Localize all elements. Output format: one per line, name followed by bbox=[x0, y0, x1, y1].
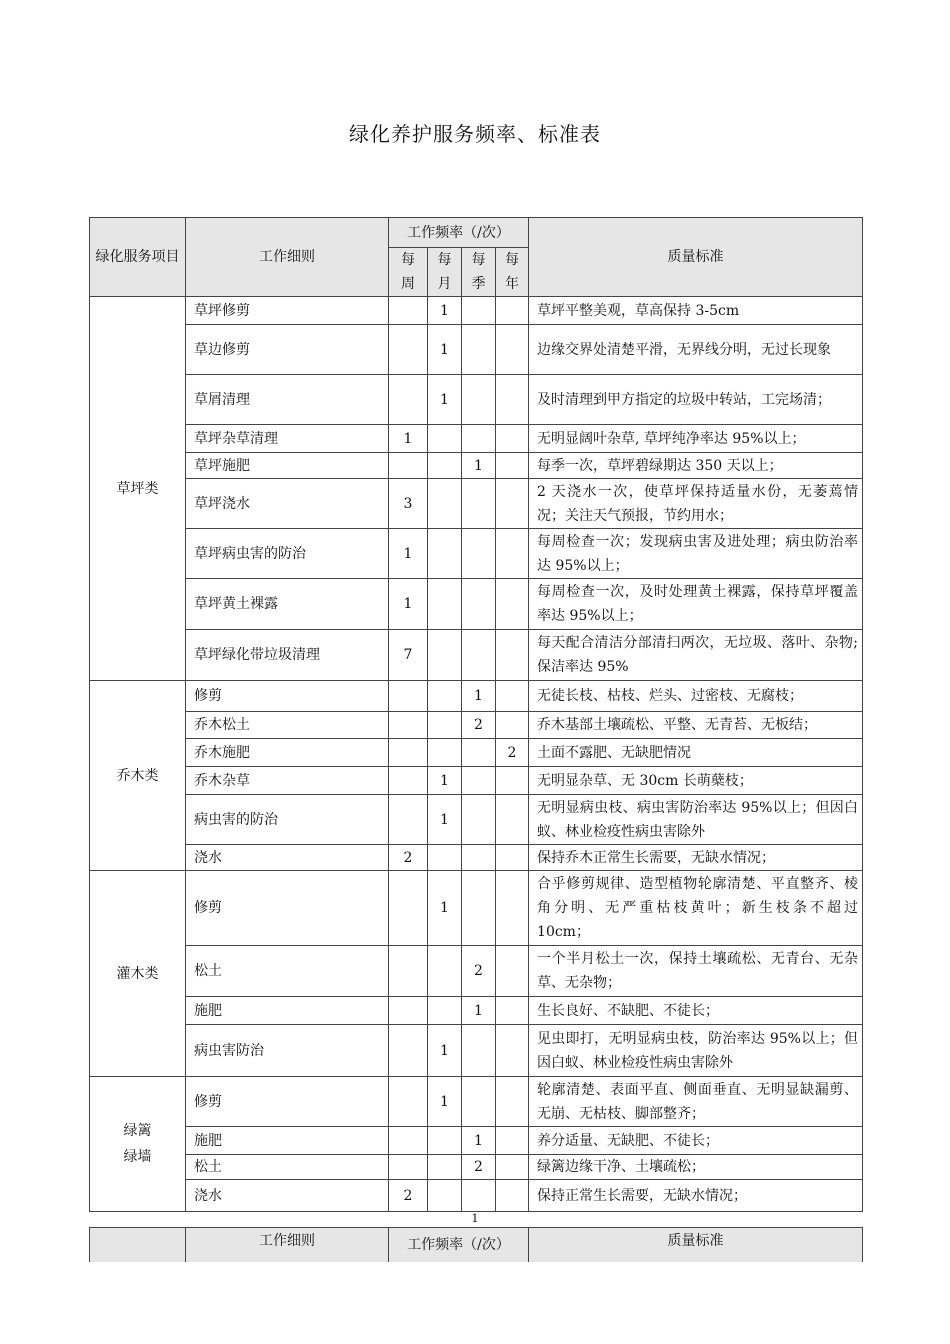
frequency-monthly-cell bbox=[428, 1155, 462, 1180]
frequency-monthly-cell bbox=[428, 453, 462, 479]
quality-standard-cell: 一个半月松土一次，保持土壤疏松、无青台、无杂草、无杂物； bbox=[529, 946, 863, 997]
work-detail-cell: 病虫害的防治 bbox=[186, 795, 389, 845]
frequency-yearly-cell bbox=[496, 1155, 529, 1180]
frequency-quarterly-cell bbox=[462, 579, 496, 630]
table-row bbox=[90, 946, 863, 997]
frequency-yearly-cell bbox=[496, 681, 529, 712]
quality-standard-cell: 每周检查一次，及时处理黄土裸露，保持草坪覆盖率达 95%以上； bbox=[529, 579, 863, 630]
table-row bbox=[90, 795, 863, 845]
frequency-yearly-cell bbox=[496, 1077, 529, 1127]
quality-standard-cell: 2 天浇水一次，使草坪保持适量水份，无萎蔫情况；关注天气预报，节约用水； bbox=[529, 479, 863, 529]
table-row bbox=[90, 630, 863, 681]
page-number: 1 bbox=[471, 1212, 479, 1225]
table-body bbox=[90, 297, 863, 1212]
frequency-quarterly-cell bbox=[462, 297, 496, 325]
frequency-monthly-cell bbox=[428, 997, 462, 1025]
frequency-weekly-cell bbox=[389, 795, 428, 845]
frequency-weekly-cell bbox=[389, 1077, 428, 1127]
header-frequency: 工作频率（/次） bbox=[389, 218, 529, 248]
frequency-yearly-cell bbox=[496, 1180, 529, 1212]
frequency-monthly-cell: 1 bbox=[428, 767, 462, 795]
work-detail-cell: 草坪病虫害的防治 bbox=[186, 529, 389, 579]
work-detail-cell: 浇水 bbox=[186, 845, 389, 871]
frequency-yearly-cell bbox=[496, 325, 529, 375]
frequency-quarterly-cell bbox=[462, 767, 496, 795]
quality-standard-cell: 轮廓清楚、表面平直、侧面垂直、无明显缺漏剪、无崩、无枯枝、脚部整齐； bbox=[529, 1077, 863, 1127]
frequency-quarterly-cell: 2 bbox=[462, 712, 496, 739]
frequency-weekly-cell: 1 bbox=[389, 529, 428, 579]
frequency-monthly-cell: 1 bbox=[428, 871, 462, 946]
frequency-quarterly-cell: 1 bbox=[462, 1127, 496, 1155]
quality-standard-cell: 无明显杂草、无 30cm 长萌蘖枝； bbox=[529, 767, 863, 795]
frequency-yearly-cell bbox=[496, 795, 529, 845]
frequency-monthly-cell bbox=[428, 1127, 462, 1155]
frequency-weekly-cell: 1 bbox=[389, 579, 428, 630]
frequency-quarterly-cell: 2 bbox=[462, 1155, 496, 1180]
frequency-quarterly-cell bbox=[462, 795, 496, 845]
table-row bbox=[90, 1127, 863, 1155]
work-detail-cell: 乔木松土 bbox=[186, 712, 389, 739]
frequency-yearly-cell: 2 bbox=[496, 739, 529, 767]
table-row bbox=[90, 453, 863, 479]
frequency-weekly-cell bbox=[389, 1025, 428, 1077]
work-detail-cell: 修剪 bbox=[186, 871, 389, 946]
work-detail-cell: 修剪 bbox=[186, 681, 389, 712]
frequency-weekly-cell bbox=[389, 681, 428, 712]
quality-standard-cell: 乔木基部土壤疏松、平整、无青苔、无板结； bbox=[529, 712, 863, 739]
frequency-monthly-cell: 1 bbox=[428, 1025, 462, 1077]
work-detail-cell: 乔木杂草 bbox=[186, 767, 389, 795]
frequency-quarterly-cell bbox=[462, 325, 496, 375]
frequency-weekly-cell: 3 bbox=[389, 479, 428, 529]
quality-standard-cell: 养分适量、无缺肥、不徒长； bbox=[529, 1127, 863, 1155]
table-row bbox=[90, 479, 863, 529]
group-name: 灌木类 bbox=[90, 871, 186, 1077]
quality-standard-cell: 见虫即打，无明显病虫枝，防治率达 95%以上；但因白蚁、林业检疫性病虫害除外 bbox=[529, 1025, 863, 1077]
quality-standard-cell: 无徒长枝、枯枝、烂头、过密枝、无腐枝； bbox=[529, 681, 863, 712]
frequency-monthly-cell: 1 bbox=[428, 795, 462, 845]
frequency-quarterly-cell: 2 bbox=[462, 946, 496, 997]
frequency-weekly-cell: 1 bbox=[389, 425, 428, 453]
table-row bbox=[90, 739, 863, 767]
frequency-weekly-cell bbox=[389, 739, 428, 767]
header-yearly: 每年 bbox=[496, 248, 529, 297]
frequency-weekly-cell: 2 bbox=[389, 1180, 428, 1212]
frequency-yearly-cell bbox=[496, 712, 529, 739]
frequency-yearly-cell bbox=[496, 425, 529, 453]
frequency-weekly-cell bbox=[389, 453, 428, 479]
frequency-monthly-cell bbox=[428, 681, 462, 712]
frequency-quarterly-cell bbox=[462, 1025, 496, 1077]
frequency-weekly-cell bbox=[389, 1127, 428, 1155]
frequency-quarterly-cell bbox=[462, 739, 496, 767]
work-detail-cell: 松土 bbox=[186, 1155, 389, 1180]
frequency-quarterly-cell bbox=[462, 845, 496, 871]
frequency-weekly-cell bbox=[389, 297, 428, 325]
frequency-monthly-cell: 1 bbox=[428, 1077, 462, 1127]
next-header-frequency: 工作频率（/次） bbox=[389, 1228, 529, 1263]
frequency-quarterly-cell bbox=[462, 375, 496, 425]
frequency-quarterly-cell bbox=[462, 1077, 496, 1127]
quality-standard-cell: 土面不露肥、无缺肥情况 bbox=[529, 739, 863, 767]
table-row bbox=[90, 325, 863, 375]
frequency-quarterly-cell bbox=[462, 529, 496, 579]
frequency-yearly-cell bbox=[496, 297, 529, 325]
table-row bbox=[90, 871, 863, 946]
work-detail-cell: 松土 bbox=[186, 946, 389, 997]
frequency-weekly-cell bbox=[389, 712, 428, 739]
work-detail-cell: 草坪杂草清理 bbox=[186, 425, 389, 453]
frequency-quarterly-cell: 1 bbox=[462, 681, 496, 712]
frequency-yearly-cell bbox=[496, 479, 529, 529]
quality-standard-cell: 及时清理到甲方指定的垃圾中转站，工完场清； bbox=[529, 375, 863, 425]
table-row bbox=[90, 579, 863, 630]
frequency-weekly-cell bbox=[389, 325, 428, 375]
next-header-work-detail: 工作细则 bbox=[186, 1228, 389, 1263]
frequency-monthly-cell bbox=[428, 529, 462, 579]
page-title: 绿化养护服务频率、标准表 bbox=[349, 122, 601, 146]
group-name: 乔木类 bbox=[90, 681, 186, 871]
quality-standard-cell: 每周检查一次；发现病虫害及进处理；病虫防治率达 95%以上； bbox=[529, 529, 863, 579]
frequency-monthly-cell bbox=[428, 946, 462, 997]
work-detail-cell: 修剪 bbox=[186, 1077, 389, 1127]
quality-standard-cell: 草坪平整美观，草高保持 3-5cm bbox=[529, 297, 863, 325]
frequency-monthly-cell bbox=[428, 579, 462, 630]
frequency-yearly-cell bbox=[496, 1025, 529, 1077]
frequency-yearly-cell bbox=[496, 845, 529, 871]
frequency-monthly-cell bbox=[428, 479, 462, 529]
frequency-yearly-cell bbox=[496, 1127, 529, 1155]
work-detail-cell: 草屑清理 bbox=[186, 375, 389, 425]
header-service-item: 绿化服务项目 bbox=[90, 218, 186, 297]
header-work-detail: 工作细则 bbox=[186, 218, 389, 297]
frequency-monthly-cell bbox=[428, 845, 462, 871]
work-detail-cell: 草坪浇水 bbox=[186, 479, 389, 529]
quality-standard-cell: 绿篱边缘干净、土壤疏松； bbox=[529, 1155, 863, 1180]
frequency-weekly-cell bbox=[389, 375, 428, 425]
next-header-quality-standard: 质量标准 bbox=[529, 1228, 863, 1263]
frequency-quarterly-cell bbox=[462, 479, 496, 529]
frequency-monthly-cell bbox=[428, 739, 462, 767]
frequency-weekly-cell: 2 bbox=[389, 845, 428, 871]
work-detail-cell: 草坪修剪 bbox=[186, 297, 389, 325]
table-row bbox=[90, 681, 863, 712]
frequency-quarterly-cell bbox=[462, 1180, 496, 1212]
frequency-weekly-cell bbox=[389, 946, 428, 997]
work-detail-cell: 施肥 bbox=[186, 997, 389, 1025]
group-name: 绿篱绿墙 bbox=[90, 1077, 186, 1212]
table-row bbox=[90, 712, 863, 739]
quality-standard-cell: 无明显病虫枝、病虫害防治率达 95%以上；但因白蚁、林业检疫性病虫害除外 bbox=[529, 795, 863, 845]
work-detail-cell: 施肥 bbox=[186, 1127, 389, 1155]
work-detail-cell: 草坪施肥 bbox=[186, 453, 389, 479]
frequency-yearly-cell bbox=[496, 767, 529, 795]
frequency-yearly-cell bbox=[496, 529, 529, 579]
group-name: 草坪类 bbox=[90, 297, 186, 681]
table-row bbox=[90, 767, 863, 795]
work-detail-cell: 草坪绿化带垃圾清理 bbox=[186, 630, 389, 681]
frequency-monthly-cell: 1 bbox=[428, 375, 462, 425]
frequency-yearly-cell bbox=[496, 375, 529, 425]
frequency-quarterly-cell bbox=[462, 630, 496, 681]
header-quality-standard: 质量标准 bbox=[529, 218, 863, 297]
frequency-yearly-cell bbox=[496, 630, 529, 681]
work-detail-cell: 病虫害防治 bbox=[186, 1025, 389, 1077]
quality-standard-cell: 合乎修剪规律、造型植物轮廓清楚、平直整齐、棱角分明、无严重枯枝黄叶；新生枝条不超过 10cm； bbox=[529, 871, 863, 946]
frequency-yearly-cell bbox=[496, 453, 529, 479]
header-weekly: 每周 bbox=[389, 248, 428, 297]
frequency-yearly-cell bbox=[496, 946, 529, 997]
frequency-weekly-cell: 7 bbox=[389, 630, 428, 681]
frequency-monthly-cell: 1 bbox=[428, 297, 462, 325]
frequency-weekly-cell bbox=[389, 997, 428, 1025]
quality-standard-cell: 边缘交界处清楚平滑，无界线分明，无过长现象 bbox=[529, 325, 863, 375]
table-row bbox=[90, 1025, 863, 1077]
quality-standard-cell: 生长良好、不缺肥、不徒长； bbox=[529, 997, 863, 1025]
work-detail-cell: 乔木施肥 bbox=[186, 739, 389, 767]
frequency-monthly-cell bbox=[428, 425, 462, 453]
table-row bbox=[90, 997, 863, 1025]
frequency-monthly-cell: 1 bbox=[428, 325, 462, 375]
table-row bbox=[90, 845, 863, 871]
next-header-service-item bbox=[90, 1228, 186, 1263]
quality-standard-cell: 保持乔木正常生长需要，无缺水情况； bbox=[529, 845, 863, 871]
table-row bbox=[90, 1155, 863, 1180]
frequency-yearly-cell bbox=[496, 997, 529, 1025]
header-monthly: 每月 bbox=[428, 248, 462, 297]
frequency-quarterly-cell bbox=[462, 871, 496, 946]
table-row bbox=[90, 1077, 863, 1127]
frequency-quarterly-cell: 1 bbox=[462, 453, 496, 479]
work-detail-cell: 草坪黄土裸露 bbox=[186, 579, 389, 630]
frequency-weekly-cell bbox=[389, 1155, 428, 1180]
table-row bbox=[90, 297, 863, 325]
quality-standard-cell: 无明显阔叶杂草, 草坪纯净率达 95%以上； bbox=[529, 425, 863, 453]
work-detail-cell: 浇水 bbox=[186, 1180, 389, 1212]
quality-standard-cell: 保持正常生长需要，无缺水情况； bbox=[529, 1180, 863, 1212]
frequency-weekly-cell bbox=[389, 871, 428, 946]
frequency-monthly-cell bbox=[428, 1180, 462, 1212]
table-row bbox=[90, 425, 863, 453]
frequency-monthly-cell bbox=[428, 630, 462, 681]
service-standard-table bbox=[89, 217, 863, 1212]
frequency-quarterly-cell: 1 bbox=[462, 997, 496, 1025]
table-row bbox=[90, 529, 863, 579]
next-page-table-header bbox=[89, 1227, 863, 1262]
frequency-yearly-cell bbox=[496, 579, 529, 630]
header-quarterly: 每季 bbox=[462, 248, 496, 297]
table-row bbox=[90, 375, 863, 425]
quality-standard-cell: 每季一次，草坪碧绿期达 350 天以上； bbox=[529, 453, 863, 479]
frequency-yearly-cell bbox=[496, 871, 529, 946]
work-detail-cell: 草边修剪 bbox=[186, 325, 389, 375]
frequency-weekly-cell bbox=[389, 767, 428, 795]
table-row bbox=[90, 1180, 863, 1212]
quality-standard-cell: 每天配合清洁分部清扫两次，无垃圾、落叶、杂物;保洁率达 95% bbox=[529, 630, 863, 681]
frequency-quarterly-cell bbox=[462, 425, 496, 453]
frequency-monthly-cell bbox=[428, 712, 462, 739]
